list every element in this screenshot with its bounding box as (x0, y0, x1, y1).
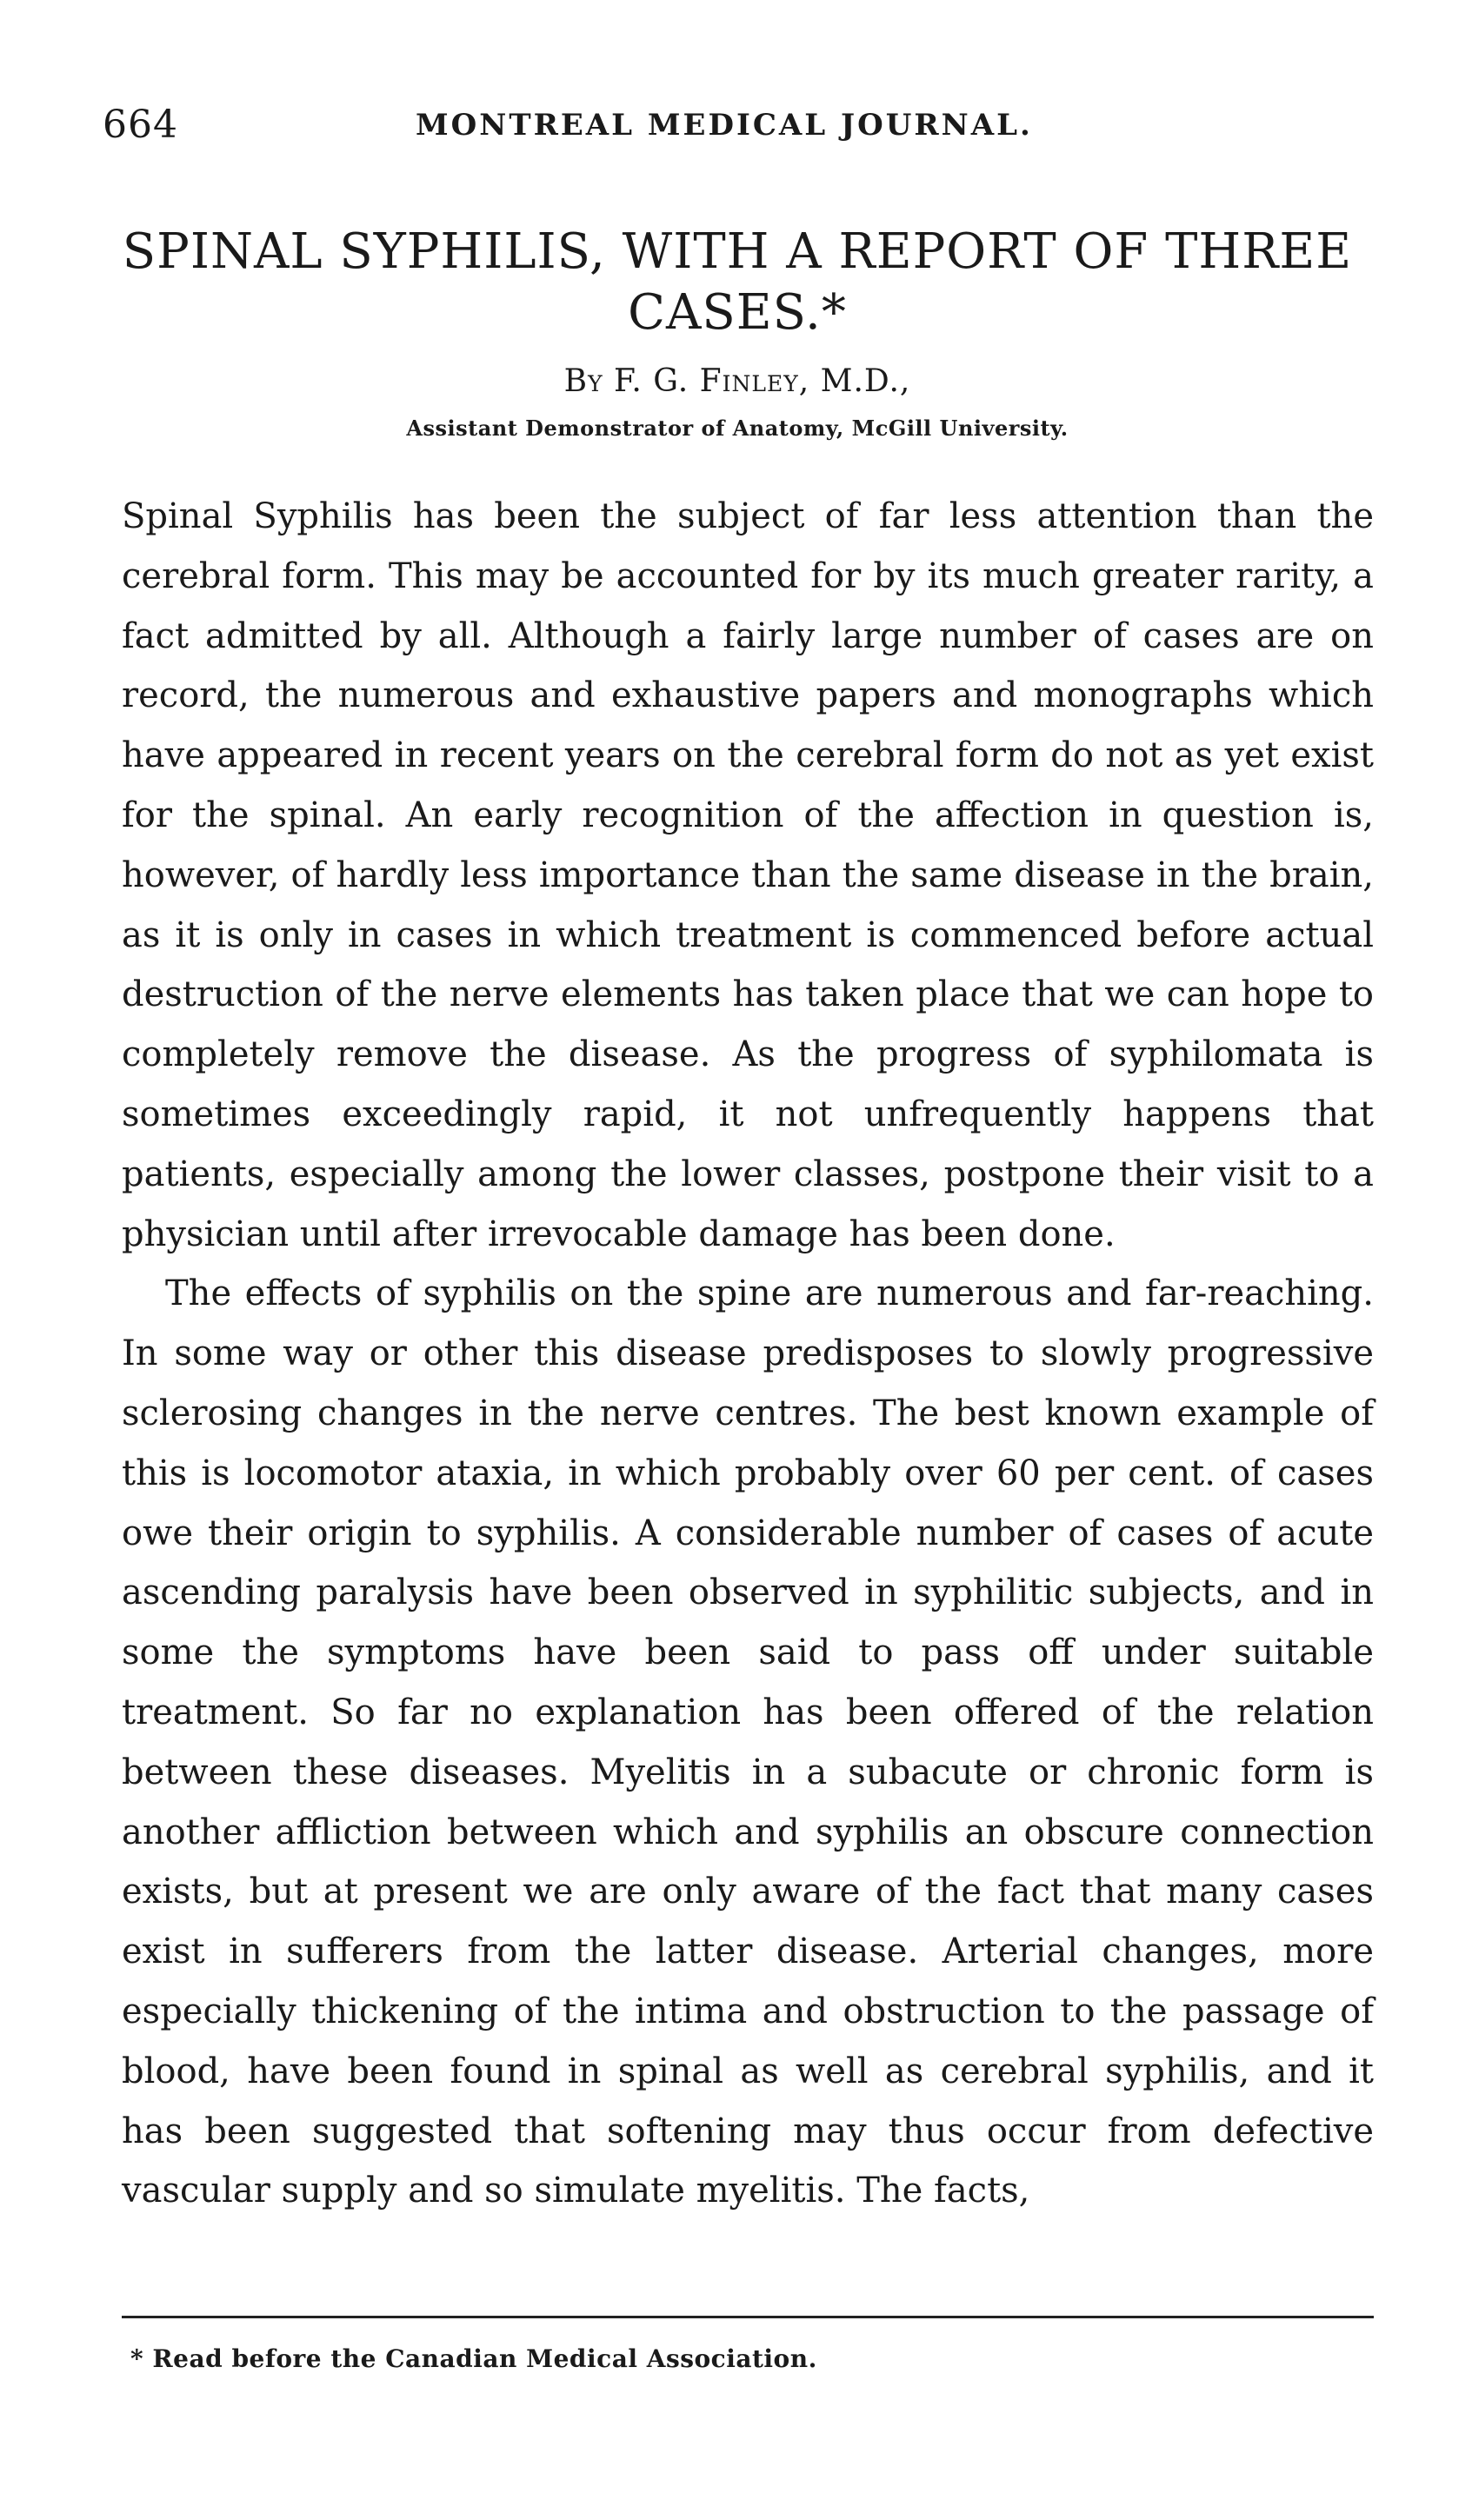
body-paragraph-2: The effects of syphilis on the spine are numerous and far-reaching. In some way or other this disease predisposes to slowly progressive sclerosing changes in the nerve centres. The best known example of this is locomotor ataxia, in which probably over 60 per cent. of cases owe their origin to syphilis. A considerable number of cases of acute ascending paralysis have been observed in syphilitic subjects, and in some the symptoms have been said to pass off under suitable treatment. So far no explanation has been offered of the relation between these diseases. Myelitis in a subacute or chronic form is another affliction between which and syphilis an obscure connection exists, but at present we are only aware of the fact that many cases exist in sufferers from the latter disease. Arterial changes, more especially thickening of the intima and obstruction to the passage of blood, have been found in spinal as well as cerebral syphilis, and it has been suggested that softening may thus occur from defective vascular supply and so simulate myelitis. The facts, (122, 1273, 1374, 2211)
footnote-divider (122, 2316, 1374, 2318)
footnote: * Read before the Canadian Medical Association. (130, 2344, 817, 2373)
article-title-line-2: CASES.* (628, 284, 847, 341)
author-byline: By F. G. Finley, M.D., (563, 363, 911, 399)
running-head (103, 103, 1355, 155)
page-number: 664 (103, 103, 178, 147)
article-title (103, 222, 1372, 343)
article-title-line-1: SPINAL SYPHILIS, WITH A REPORT OF THREE (122, 223, 1353, 280)
author-affiliation: Assistant Demonstrator of Anatomy, McGill University. (406, 416, 1069, 441)
body-paragraph-1: Spinal Syphilis has been the subject of far less attention than the cerebral form. This may be accounted for by its much greater rarity, a fact admitted by all. Although a fairly large number of cases are on record, the numerous and exhaustive papers and monographs which have appeared in recent years on the cerebral form do not as yet exist for the spinal. An early recognition of the affection in question is, however, of hardly less importance than the same disease in the brain, as it is only in cases in which treatment is commenced before actual destruction of the nerve elements has taken place that we can hope to completely remove the disease. As the progress of syphilomata is sometimes exceedingly rapid, it not unfrequently happens that patients, especially among the lower classes, postpone their visit to a physician until after irrevocable damage has been done. (122, 496, 1374, 1254)
article-body (122, 487, 1374, 2221)
journal-title: MONTREAL MEDICAL JOURNAL. (416, 108, 1033, 143)
